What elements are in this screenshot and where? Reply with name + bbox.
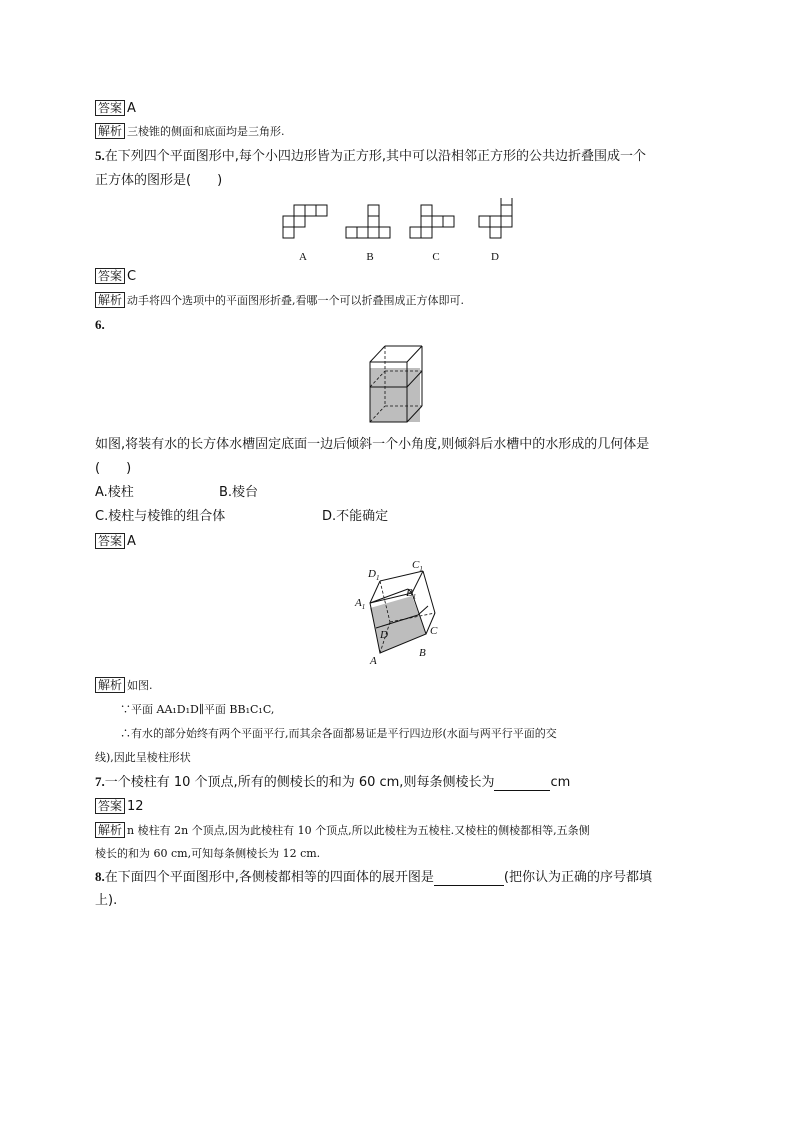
q6-analysis-line2: ∵平面 AA₁D₁D∥平面 BB₁C₁C, [120,703,275,716]
answer-tag: 答案 [95,268,125,284]
label-sub: 1 [361,603,366,611]
answer-value: A [127,101,136,116]
net-label-c: C [432,251,440,263]
analysis-tag: 解析 [95,822,125,838]
q6-analysis-line4: 线),因此呈棱柱形状 [95,751,191,764]
label-d1: D [368,568,376,580]
analysis-tag: 解析 [95,292,125,308]
q8-stem-line1 [95,869,652,886]
q5-analysis-row [95,292,464,309]
analysis-tag: 解析 [95,123,125,139]
answer-tag: 答案 [95,100,125,116]
answer-blank [494,776,550,791]
answer-blank [434,871,504,886]
question-text-tail: (把你认为正确的序号都填 [503,870,652,885]
q8-stem-line2: 上). [95,893,118,908]
question-number: 6. [95,317,105,332]
q6-number [95,317,105,334]
label-d: D [380,629,388,641]
net-label-a: A [299,251,307,263]
net-label-d: D [491,251,499,263]
question-number: 5. [95,148,105,163]
q4-analysis-row [95,123,285,140]
answer-value: A [127,534,136,549]
q7-analysis-line2: 棱长的和为 60 cm,可知每条侧棱长为 12 cm. [95,847,321,860]
q6-option-d: D.不能确定 [322,509,389,524]
q6-analysis-line3: ∴有水的部分始终有两个平面平行,而其余各面都易证是平行四边形(水面与两平行平面的交 [120,727,557,740]
label-b: B [419,647,426,659]
net-c [410,205,454,238]
answer-tag: 答案 [95,533,125,549]
q6-analysis-row [95,677,153,694]
question-text: 一个棱柱有 10 个顶点,所有的侧棱长的和为 60 cm,则每条侧棱长为 [104,775,495,790]
analysis-tag: 解析 [95,677,125,693]
question-text: 在下列四个平面图形中,每个小四边形皆为正方形,其中可以沿相邻正方形的公共边折叠围成一个 [104,149,647,164]
answer-value: C [127,269,137,284]
question-text: 在下面四个平面图形中,各侧棱都相等的四面体的展开图是 [104,870,434,885]
analysis-text: 三棱锥的侧面和底面均是三角形. [127,125,285,138]
label-sub: 1 [375,574,380,582]
label-a: A [370,655,377,667]
q5-stem-line2: 正方体的图形是( ) [95,173,223,188]
label-sub: 1 [419,565,423,573]
net-d [479,198,512,238]
q6-option-b: B.棱台 [219,485,259,500]
analysis-text: 如图. [127,679,153,692]
svg-text:C1 [412,559,423,573]
q5-answer-row [95,268,136,285]
q6-stem-line2: ( ) [95,461,132,476]
label-sub: 1 [412,593,417,601]
label-b1: B [406,587,413,599]
svg-text:B1 [406,587,416,601]
analysis-text: 动手将四个选项中的平面图形折叠,看哪一个可以折叠围成正方体即可. [127,294,465,307]
label-c: C [430,625,438,637]
net-label-b: B [366,251,374,263]
q5-stem-line1 [95,148,646,165]
question-number: 7. [95,774,105,789]
q6-answer-row [95,533,136,550]
label-c1: C [412,559,420,571]
svg-text:A1 [354,597,365,611]
answer-tag: 答案 [95,798,125,814]
q7-stem [95,774,570,791]
answer-value: 12 [127,799,144,814]
q4-answer-row [95,100,136,117]
q7-analysis-row [95,822,590,839]
q5-nets-figure [270,198,530,266]
q6-option-c: C.棱柱与棱锥的组合体 [95,509,226,524]
q6-tank-figure [365,340,435,426]
svg-text:D1 [367,568,379,582]
net-a [283,205,327,238]
label-a1: A [355,597,362,609]
net-b [346,205,390,238]
q6-stem-line1: 如图,将装有水的长方体水槽固定底面一边后倾斜一个小角度,则倾斜后水槽中的水形成的几何体是 [95,437,650,452]
q7-answer-row [95,798,144,815]
q6-tilted-tank-figure [350,558,450,670]
unit-text: cm [550,775,571,790]
question-number: 8. [95,869,105,884]
q6-option-a: A.棱柱 [95,485,134,500]
analysis-text: n 棱柱有 2n 个顶点,因为此棱柱有 10 个顶点,所以此棱柱为五棱柱.又棱柱的侧棱都相等,五条侧 [127,824,590,837]
